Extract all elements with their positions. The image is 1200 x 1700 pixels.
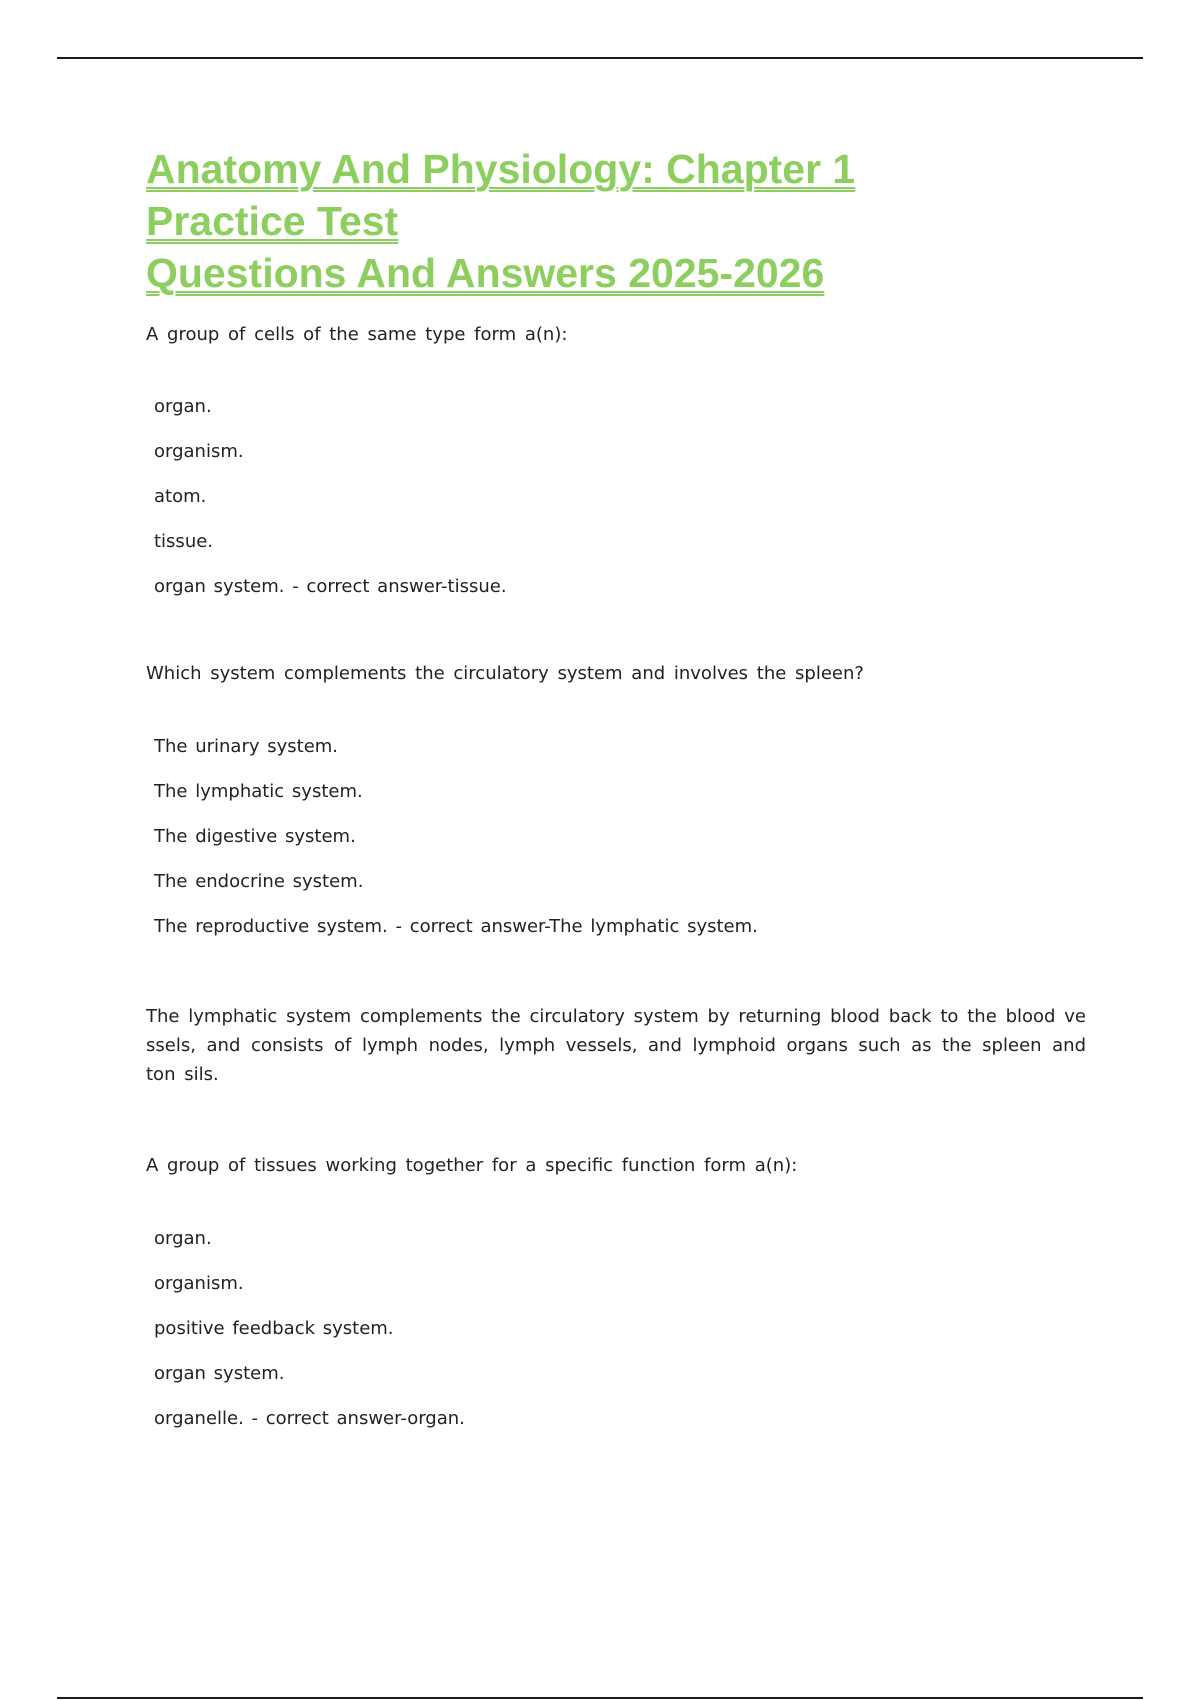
answer-option: organ. — [154, 1228, 212, 1249]
explanation-block — [146, 1002, 1086, 1089]
answer-option: The endocrine system. — [154, 871, 364, 892]
answer-option: atom. — [154, 486, 207, 507]
bottom-rule — [57, 1697, 1143, 1699]
answer-option-with-correct-answer: organ system. - correct answer-tissue. — [154, 576, 507, 597]
answer-option: The digestive system. — [154, 826, 356, 847]
answer-option-with-correct-answer: The reproductive system. - correct answer-The lymphatic system. — [154, 916, 758, 937]
title-line: Practice Test — [146, 198, 399, 244]
answer-option: The lymphatic system. — [154, 781, 363, 802]
answer-option: organ system. — [154, 1363, 285, 1384]
explanation-text: The lymphatic system complements the circulatory system by returning blood back to the blood ve ssels, and consists of lymph nodes, lymph vessels, and lymphoid organs such as the spleen and ton sils. — [146, 1006, 1086, 1085]
answer-option: tissue. — [154, 531, 214, 552]
question-text: Which system complements the circulatory system and involves the spleen? — [146, 663, 864, 684]
answer-option: positive feedback system. — [154, 1318, 394, 1339]
answer-option: organism. — [154, 441, 244, 462]
question-block-1 — [146, 321, 1086, 601]
document-body — [146, 143, 1086, 1450]
answer-options — [146, 1225, 1086, 1433]
document-title — [146, 143, 1086, 299]
answer-option: organism. — [154, 1273, 244, 1294]
question-block-3 — [146, 1152, 1086, 1433]
question-text: A group of tissues working together for a specific function form a(n): — [146, 1155, 798, 1176]
question-text: A group of cells of the same type form a(n): — [146, 324, 568, 345]
top-rule — [57, 57, 1143, 59]
answer-option: organ. — [154, 396, 212, 417]
answer-options — [146, 393, 1086, 601]
title-line: Anatomy And Physiology: Chapter 1 — [146, 146, 856, 192]
answer-option-with-correct-answer: organelle. - correct answer-organ. — [154, 1408, 465, 1429]
question-block-2 — [146, 660, 1086, 941]
title-line: Questions And Answers 2025-2026 — [146, 250, 825, 296]
answer-options — [146, 733, 1086, 941]
answer-option: The urinary system. — [154, 736, 339, 757]
